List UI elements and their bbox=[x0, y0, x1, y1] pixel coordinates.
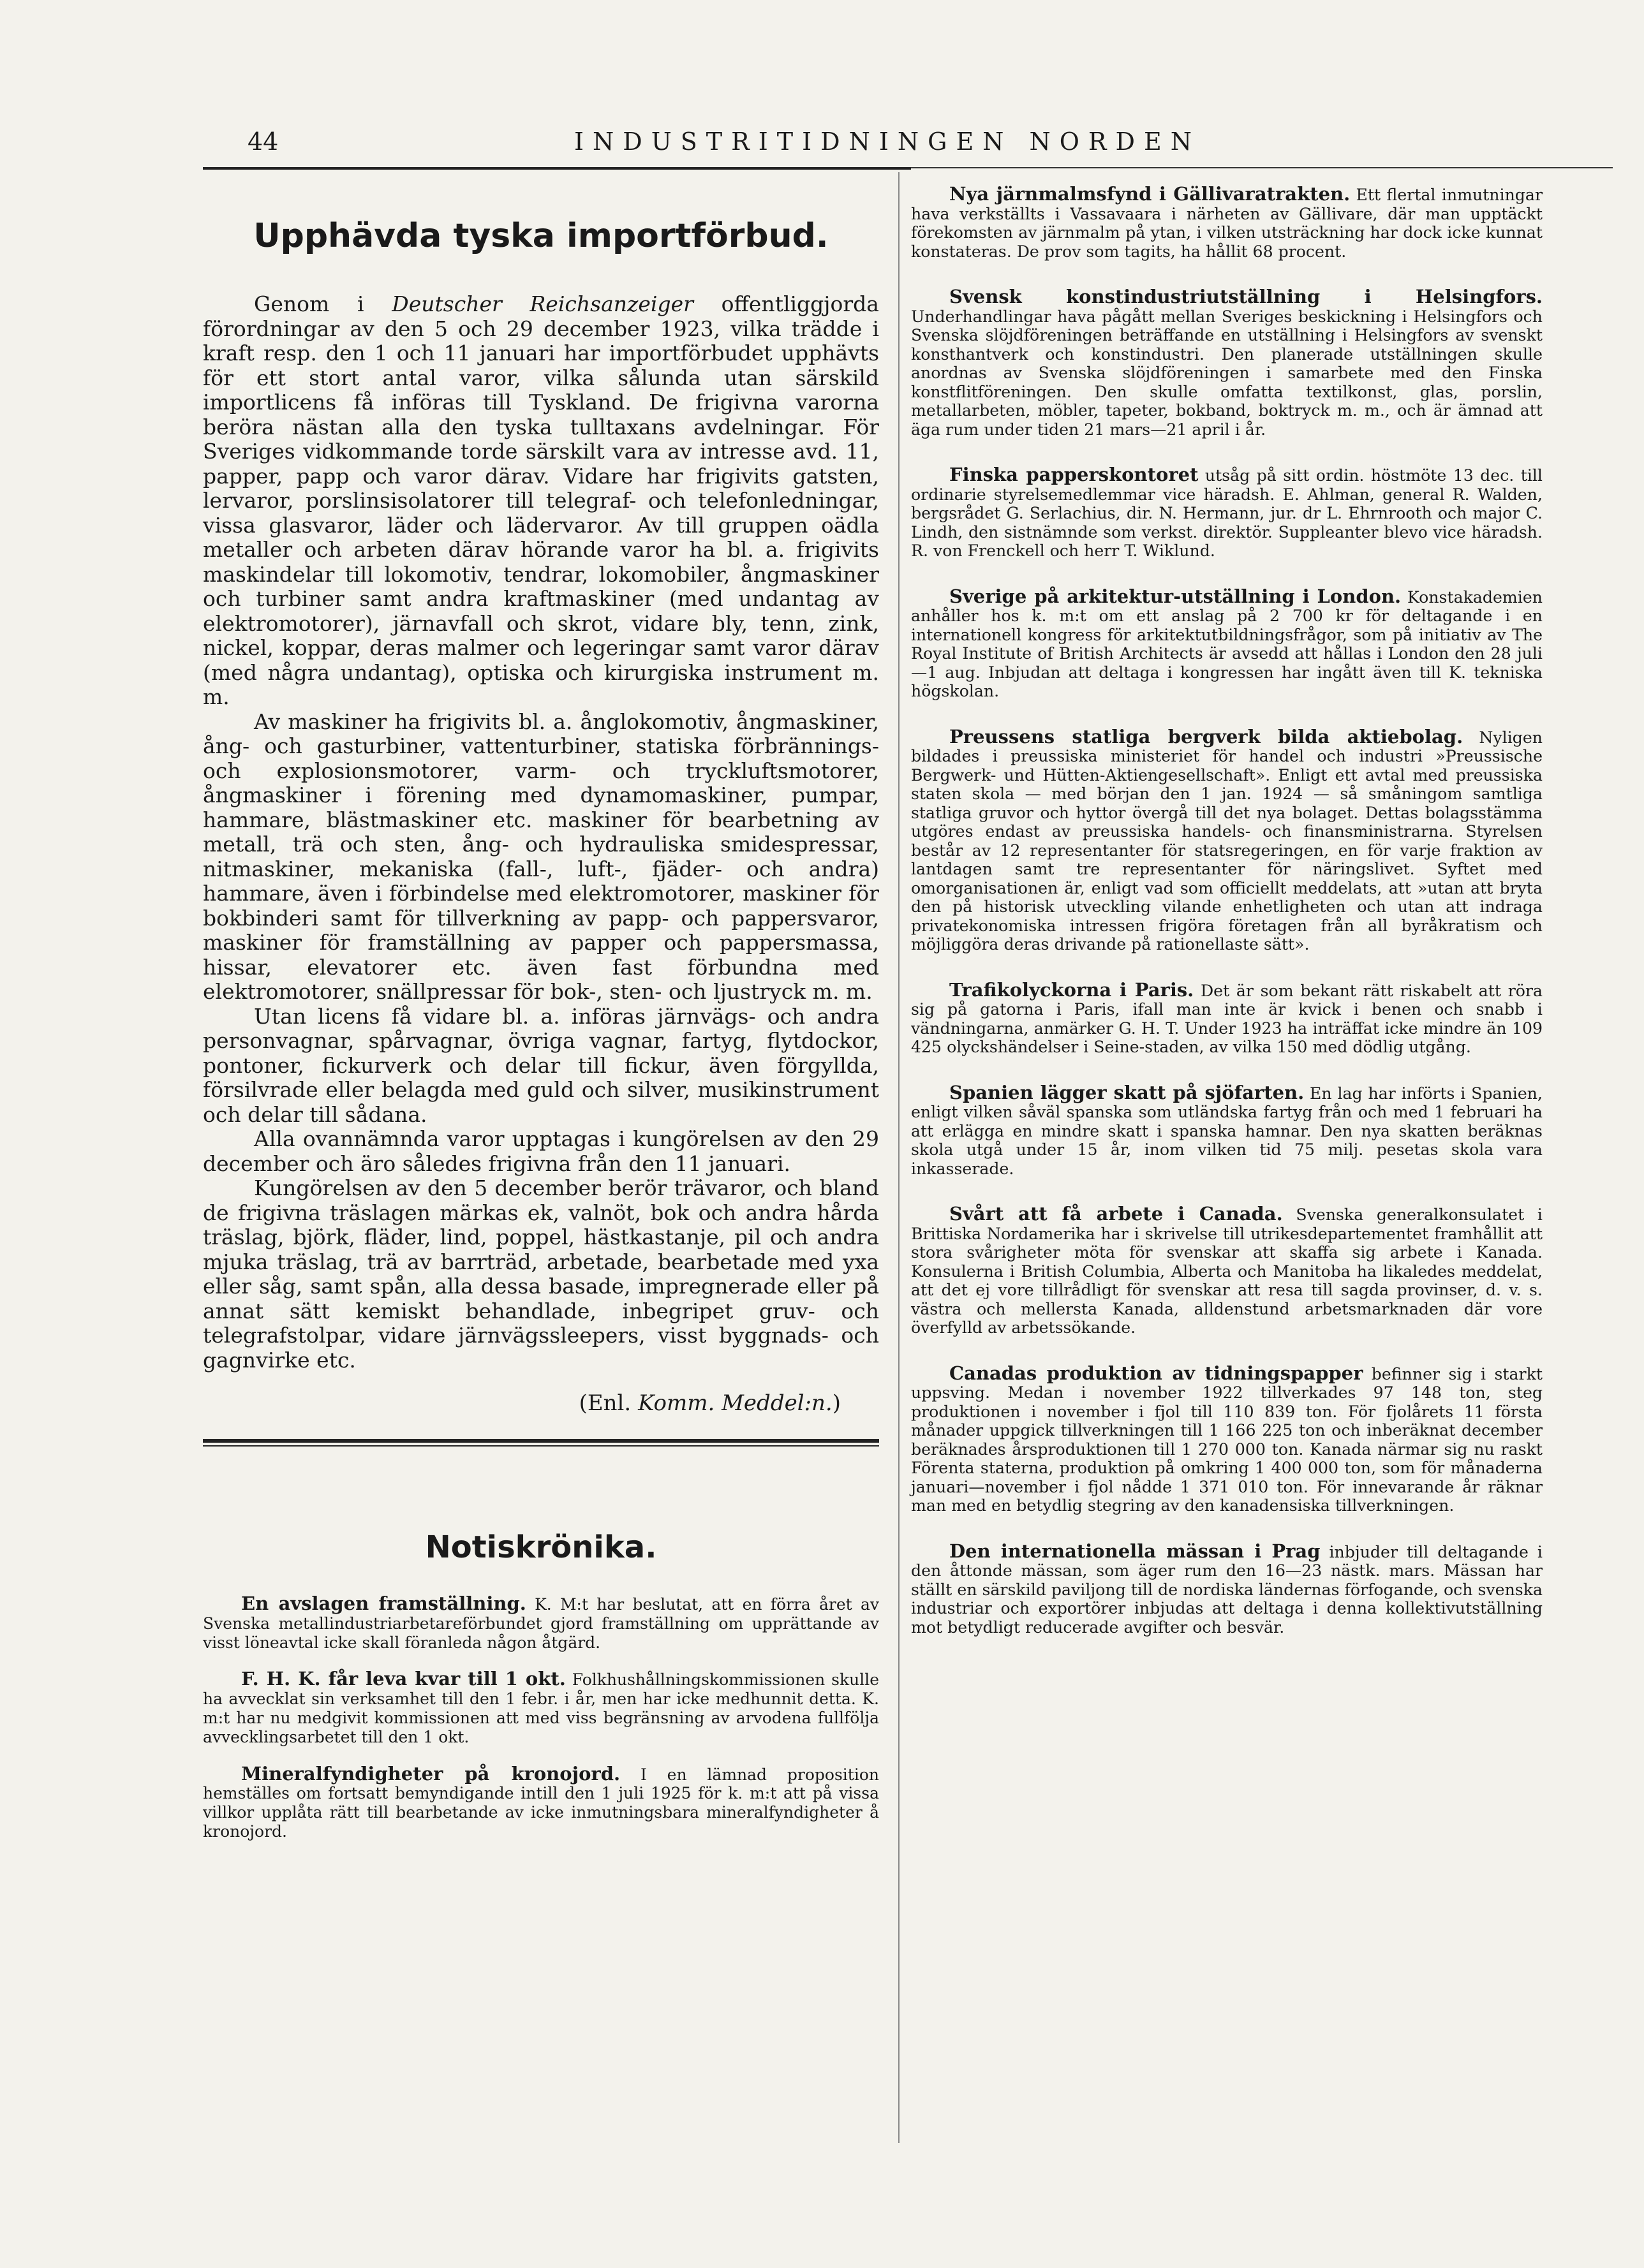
notis-headline: Svårt att få arbete i Canada. bbox=[949, 1203, 1283, 1225]
source-text: ) bbox=[832, 1390, 841, 1416]
notis-headline: Spanien lägger skatt på sjöfarten. bbox=[949, 1081, 1305, 1103]
notis-item bbox=[911, 978, 1543, 1057]
notis-text: I en lämnad proposition hemställes om fortsatt bemyndigande intill den 1 juli 1925 för k. m:t att på vissa villkor upplåta rätt till bearbetande av icke inmutningsbara mineralfyndigheter å kronojord. bbox=[203, 1765, 879, 1841]
notis-text: Konstakademien anhåller hos k. m:t om ett anslag på 2 700 kr för deltagande i en internationell kongress för arkitektutbildningsfrågor, som på initiativ av The Royal Institute of British Architects är avsedd att hållas i London den 28 juli—1 aug. Inbjudan att deltaga i kongressen har ingått även till K. tekniska högskolan. bbox=[911, 587, 1543, 700]
article-paragraph: Kungörelsen av den 5 december berör trävaror, och bland de frigivna träslagen märkas ek, valnöt, bok och andra hårda träslag, björk, fläder, lind, poppel, hästkastanje, pil och andra mjuka träslag, trä av barrträd, arbetade, bearbetade med yxa eller såg, samt spån, alla dessa basade, impregnerade eller på annat sätt kemiskt behandlade, inbegripet gruv- och telegrafstolpar, vidare järnvägssleepers, visst byggnads- och gagnvirke etc. bbox=[203, 1175, 879, 1373]
notis-text: Underhandlingar hava pågått mellan Sveriges beskickning i Helsingfors och Svenska slöjdföreningen beträffande en utställning i Helsingfors av svenskt konsthantverk och konstindustri. Den planerade utställningen skulle anordnas av Svenska slöjdföreningen i samarbete med den Finska konstflitföreningen. Den skulle omfatta textilkonst, glas, porslin, metallarbeten, möbler, tapeter, bokband, boktryck m. m., och är ämnad att äga rum under tiden 21 mars—21 april i år. bbox=[911, 307, 1543, 439]
notis-headline: En avslagen framställning. bbox=[241, 1593, 526, 1614]
running-title: INDUSTRITIDNINGEN NORDEN bbox=[574, 128, 1201, 156]
article-paragraph: Utan licens få vidare bl. a. införas järnvägs- och andra personvagnar, spårvagnar, övriga vagnar, fartyg, flytdockor, pontoner, fickurverk och delar till fickur, även förgyllda, försilvrade eller belagda med guld och silver, musikinstrument och delar till sådana. bbox=[203, 1003, 879, 1127]
notis-text: Det är som bekant rätt riskabelt att röra sig på gatorna i Paris, ifall man inte är kvick i benen och snabb i vändningarna, anmärker G. H. T. Under 1923 ha inträffat icke mindre än 109 425 olyckshändelser i Seine-staden, av vilka 150 med dödlig utgång. bbox=[911, 981, 1543, 1056]
notis-item bbox=[203, 1762, 879, 1841]
notis-item bbox=[911, 587, 1543, 701]
notis-text: Folkhushållningskommissionen skulle ha avvecklat sin verksamhet till den 1 febr. i år, men har icke medhunnit detta. K. m:t har nu medgivit kommissionen att med viss begränsning av arvodena fullfölja avvecklingsarbetet till den 1 okt. bbox=[203, 1670, 879, 1746]
article-body bbox=[203, 292, 879, 1373]
notis-headline: Svensk konstindustriutställning i Helsingfors. bbox=[949, 286, 1543, 307]
notis-item bbox=[203, 1594, 879, 1652]
notis-text: K. M:t har beslutat, att en förra året av Svenska metallindustriarbetareförbundet gjord framställning om upprättande av visst löneavtal icke skall föranleda någon åtgärd. bbox=[203, 1595, 879, 1652]
notis-item bbox=[911, 1542, 1543, 1637]
paragraph-text: offentliggjorda förordningar av den 5 och 29 december 1923, vilka trädde i kraft resp. den 1 och 11 januari har importförbudet upphävts för ett stort antal varor, vilka sålunda utan särskild importlicens få införas till Tyskland. De frigivna varorna beröra nästan alla den tyska tulltaxans avdelningar. För Sveriges vidkommande torde särskilt vara av intresse avd. 11, papper, papp och varor därav. Vidare har frigivits gatsten, lervaror, porslinsisolatorer till telegraf- och telefonledningar, vissa glasvaror, läder och lädervaror. Av till gruppen oädla metaller och arbeten därav hörande varor ha bl. a. frigivits maskindelar till lokomotiv, tendrar, lokomobiler, ångmaskiner och turbiner samt andra kraftmaskiner (med undantag av elektromotorer), järnavfall och skrot, vidare bly, tenn, zink, nickel, koppar, deras malmer och legeringar samt varor därav (med några undantag), optiska och kirurgiska instrument m. m. bbox=[203, 291, 879, 709]
notis-item bbox=[911, 725, 1543, 954]
notis-left-list bbox=[203, 1594, 879, 1841]
article-paragraph: Av maskiner ha frigivits bl. a. ånglokomotiv, ångmaskiner, ång- och gasturbiner, vattenturbiner, statiska förbrännings- och explosionsmotorer, varm- och tryckluftsmotorer, ångmaskiner i förening med dynamomaskiner, pumpar, hammare, blästmaskiner etc. maskiner för bearbetning av metall, trä och sten, ång- och hydrauliska smidespressar, nitmaskiner, mekaniska (fall-, luft-, fjäder- och andra) hammare, även i förbindelse med elektromotorer, maskiner för bokbinderi samt för tillverkning av papp- och pappersvaror, maskiner för framställning av papper och pappersmassa, hissar, elevatorer etc. även fast förbundna med elektromotorer, snällpressar för bok-, sten- och ljustryck m. m. bbox=[203, 709, 879, 1004]
notis-text: utsåg på sitt ordin. höstmöte 13 dec. till ordinarie styrelsemedlemmar vice häradsh. E. Ahlman, general R. Walden, bergsrådet G. Serlachius, dir. N. Hermann, jur. dr L. Ehrnrooth och major C. Lindh, den sistnämnde som verkst. direktör. Suppleanter blevo vice häradsh. R. von Frenckell och herr T. Wiklund. bbox=[911, 466, 1543, 560]
article-source bbox=[203, 1390, 841, 1416]
notis-headline: Preussens statliga bergverk bilda aktiebolag. bbox=[949, 725, 1463, 747]
source-name: Komm. Meddel:n. bbox=[638, 1390, 833, 1416]
notis-item bbox=[911, 466, 1543, 561]
notis-item bbox=[203, 1670, 879, 1746]
notis-item bbox=[911, 288, 1543, 439]
notis-headline: Canadas produktion av tidningspapper bbox=[949, 1362, 1363, 1384]
notis-item bbox=[911, 1205, 1543, 1337]
notis-text: Ett flertal inmutningar hava verkställts i Vassavaara i närheten av Gällivare, där man upptäckt förekomsten av järnmalm på ytan, i vilken utsträckning har dock icke kunnat konstateras. De prov som tagits, ha hållit 68 procent. bbox=[911, 186, 1543, 261]
notis-text: En lag har införts i Spanien, enligt vilken såväl spanska som utländska fartyg från och med 1 februari ha att erlägga en mindre skatt i spanska hamnar. Den nya skatten beräknas skola utgå under 15 år, inom vilken tid 75 milj. pesetas skola vara inkasserade. bbox=[911, 1084, 1543, 1178]
column-divider bbox=[898, 172, 900, 2143]
section-divider bbox=[203, 1439, 879, 1447]
notis-title: Notiskrönika. bbox=[425, 1529, 657, 1565]
notis-headline: Mineralfyndigheter på kronojord. bbox=[241, 1762, 621, 1785]
notis-item bbox=[911, 185, 1543, 261]
notis-headline: Den internationella mässan i Prag bbox=[949, 1540, 1321, 1562]
notis-headline: Nya järnmalmsfynd i Gällivaratrakten. bbox=[949, 183, 1351, 205]
notis-headline: Sverige på arkitektur-utställning i London. bbox=[949, 585, 1402, 607]
article-title: Upphävda tyska importförbud. bbox=[253, 217, 829, 255]
article-paragraph: Alla ovannämnda varor upptagas i kungörelsen av den 29 december och äro således frigivna från den 11 januari. bbox=[203, 1126, 879, 1176]
notis-text: Svenska generalkonsulatet i Brittiska Nordamerika har i skrivelse till utrikesdepartementet framhållit att stora svårigheter möta för svenskar att skaffa sig arbete i Kanada. Konsulerna i British Columbia, Alberta och Manitoba ha likaledes meddelat, att det ej vore tillrådligt för svenskar att resa till sagda provinser, d. v. s. västra och mellersta Kanada, alldenstund arbetsmarknaden där vore överfylld av arbetssökande. bbox=[911, 1205, 1543, 1337]
notis-item bbox=[911, 1081, 1543, 1179]
source-text: (Enl. bbox=[579, 1390, 639, 1416]
notis-item bbox=[911, 1364, 1543, 1515]
publication-name: Deutscher Reichsanzeiger bbox=[392, 291, 693, 316]
article-paragraph bbox=[203, 292, 879, 710]
notis-text: Nyligen bildades i preussiska ministeriet för handel och industri »Preussische Bergwerk- und Hütten-Aktiengesellschaft». Enligt ett avtal med preussiska staten skola — med början den 1 jan. 1924 — så småningom samtliga statliga gruvor och hyttor övergå till det nya bolaget. Dettas bolagsstämma utgöres endast av preussiska handels- och finansministrarna. Styrelsen består av 12 representanter för statsregeringen, en för varje fraktion av lantdagen samt tre representanter för näringslivet. Syftet med omorganisationen är, enligt vad som officiellt meddelats, att »utan att bryta den på historisk utveckling vilande enhetligheten och utan att indraga privatekonomiska intressen frigöra företagen från all byråkratism och möjliggöra deras drivande på rationellaste sätt». bbox=[911, 728, 1543, 954]
right-column bbox=[911, 185, 1543, 1663]
left-column bbox=[203, 198, 879, 1859]
notis-headline: Finska papperskontoret bbox=[949, 464, 1199, 485]
page-number: 44 bbox=[248, 128, 279, 156]
notis-headline: Trafikolyckorna i Paris. bbox=[949, 978, 1194, 1001]
notis-text: befinner sig i starkt uppsving. Medan i november 1922 tillverkades 97 148 ton, steg produktionen i november i fjol till 110 839 ton. För fjolårets 11 första månader uppgick tillverkningen till 1 166 225 ton och inberäknat december beräknades årsproduktionen till 1 270 000 ton. Kanada närmar sig nu raskt Förenta staterna, produktion på omkring 1 400 000 ton, som för månaderna januari—november i fjol nådde 1 371 010 ton. För innevarande år räknar man med en betydlig stegring av den kanadensiska tillverkningen. bbox=[911, 1364, 1543, 1515]
header-rule-right bbox=[911, 167, 1613, 168]
paragraph-text: Genom i bbox=[254, 291, 392, 316]
notis-text: inbjuder till deltagande i den åttonde mässan, som äger rum den 16—23 nästk. mars. Mässan har ställt en särskild paviljong till de nordiska ländernas förfogande, och svenska industriar och exportörer inbjudas att deltaga i denna kollektivutställning mot betydligt reducerade avgifter och besvär. bbox=[911, 1542, 1543, 1637]
notis-headline: F. H. K. får leva kvar till 1 okt. bbox=[241, 1668, 566, 1690]
header-rule bbox=[203, 167, 911, 170]
